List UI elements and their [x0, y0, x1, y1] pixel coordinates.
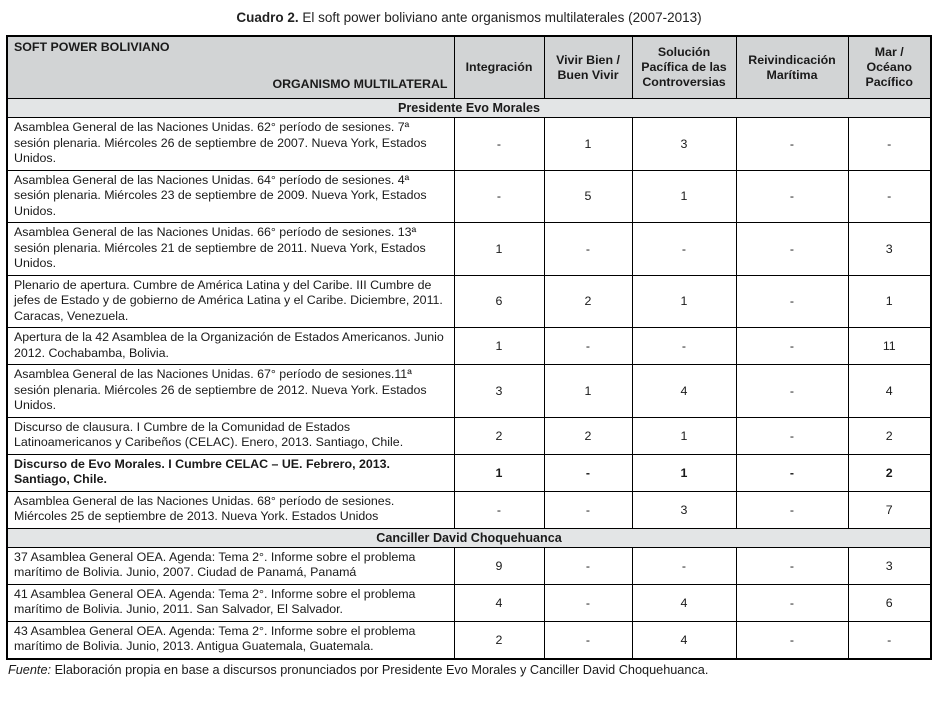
value-cell: 1: [632, 170, 736, 223]
organismo-cell: Discurso de clausura. I Cumbre de la Comunidad de Estados Latinoamericanos y Caribeños (CELAC). Enero, 2013. Santiago, Chile.: [7, 417, 454, 454]
value-cell: 9: [454, 547, 544, 584]
table-row: [7, 275, 931, 328]
table-header: [7, 36, 931, 99]
table-body: [7, 99, 931, 659]
value-cell: 4: [632, 621, 736, 659]
organismo-cell: Plenario de apertura. Cumbre de América Latina y del Caribe. III Cumbre de jefes de Estado y de gobierno de América Latina y el Caribe. Diciembre, 2011. Caracas, Venezuela.: [7, 275, 454, 328]
source-text: Elaboración propia en base a discursos pronunciados por Presidente Evo Morales y Canciller David Choquehuanca.: [54, 662, 709, 677]
value-cell: 2: [454, 417, 544, 454]
organismo-cell: 41 Asamblea General OEA. Agenda: Tema 2°. Informe sobre el problema marítimo de Bolivia. Junio, 2011. San Salvador, El Salvador.: [7, 584, 454, 621]
value-cell: -: [848, 621, 931, 659]
value-cell: 6: [454, 275, 544, 328]
value-cell: -: [454, 118, 544, 171]
col-header-integracion: Integración: [454, 36, 544, 99]
value-cell: -: [544, 223, 632, 276]
table-row: [7, 328, 931, 365]
source-label: Fuente:: [8, 662, 52, 677]
value-cell: 4: [632, 584, 736, 621]
value-cell: 2: [544, 275, 632, 328]
value-cell: 1: [454, 223, 544, 276]
col-header-vivir-bien: Vivir Bien / Buen Vivir: [544, 36, 632, 99]
value-cell: -: [632, 547, 736, 584]
value-cell: 2: [544, 417, 632, 454]
value-cell: -: [632, 328, 736, 365]
value-cell: -: [544, 584, 632, 621]
value-cell: 4: [848, 365, 931, 418]
value-cell: -: [848, 118, 931, 171]
value-cell: -: [736, 365, 848, 418]
value-cell: -: [454, 170, 544, 223]
caption-text: El soft power boliviano ante organismos multilaterales (2007-2013): [302, 10, 702, 25]
table-row: [7, 584, 931, 621]
soft-power-table: [6, 35, 932, 660]
table-row: [7, 621, 931, 659]
value-cell: -: [736, 118, 848, 171]
organismo-cell: Asamblea General de las Naciones Unidas. 67° período de sesiones.11ª sesión plenaria. Miércoles 26 de septiembre de 2012. Nueva York. Estados Unidos.: [7, 365, 454, 418]
value-cell: 3: [848, 547, 931, 584]
value-cell: 3: [632, 118, 736, 171]
corner-subtitle: ORGANISMO MULTILATERAL: [272, 77, 448, 91]
organismo-cell: Apertura de la 42 Asamblea de la Organización de Estados Americanos. Junio 2012. Cochabamba, Bolivia.: [7, 328, 454, 365]
value-cell: -: [544, 621, 632, 659]
value-cell: -: [736, 491, 848, 528]
value-cell: -: [544, 328, 632, 365]
section-header-row: [7, 528, 931, 547]
value-cell: 1: [848, 275, 931, 328]
value-cell: -: [736, 275, 848, 328]
value-cell: 1: [454, 328, 544, 365]
value-cell: -: [544, 454, 632, 491]
value-cell: -: [544, 491, 632, 528]
value-cell: 2: [848, 454, 931, 491]
value-cell: 3: [454, 365, 544, 418]
value-cell: -: [736, 547, 848, 584]
value-cell: -: [544, 547, 632, 584]
value-cell: 7: [848, 491, 931, 528]
header-row: [7, 36, 931, 99]
section-header-cell: Canciller David Choquehuanca: [7, 528, 931, 547]
section-header-row: [7, 99, 931, 118]
value-cell: 2: [454, 621, 544, 659]
organismo-cell: Asamblea General de las Naciones Unidas. 66° período de sesiones. 13ª sesión plenaria. Miércoles 21 de septiembre de 2011. Nueva York, Estados Unidos.: [7, 223, 454, 276]
value-cell: 6: [848, 584, 931, 621]
corner-header-cell: [7, 36, 454, 99]
value-cell: 1: [632, 275, 736, 328]
value-cell: 1: [632, 454, 736, 491]
table-row: [7, 170, 931, 223]
value-cell: 3: [848, 223, 931, 276]
corner-title: SOFT POWER BOLIVIANO: [14, 40, 170, 54]
col-header-solucion-pacifica: Solución Pacífica de las Controversias: [632, 36, 736, 99]
table-row: [7, 223, 931, 276]
value-cell: 1: [544, 365, 632, 418]
source-note: [0, 660, 938, 677]
organismo-cell: Discurso de Evo Morales. I Cumbre CELAC – UE. Febrero, 2013. Santiago, Chile.: [7, 454, 454, 491]
value-cell: -: [736, 621, 848, 659]
table-row: [7, 118, 931, 171]
value-cell: -: [736, 454, 848, 491]
value-cell: 4: [454, 584, 544, 621]
table-row: [7, 491, 931, 528]
value-cell: -: [736, 223, 848, 276]
value-cell: 2: [848, 417, 931, 454]
organismo-cell: 43 Asamblea General OEA. Agenda: Tema 2°. Informe sobre el problema marítimo de Bolivia. Junio, 2013. Antigua Guatemala, Guatemala.: [7, 621, 454, 659]
value-cell: -: [736, 417, 848, 454]
value-cell: 11: [848, 328, 931, 365]
value-cell: -: [736, 584, 848, 621]
value-cell: 4: [632, 365, 736, 418]
value-cell: -: [454, 491, 544, 528]
table-row: [7, 454, 931, 491]
table-row: [7, 365, 931, 418]
value-cell: -: [632, 223, 736, 276]
value-cell: 1: [544, 118, 632, 171]
section-header-cell: Presidente Evo Morales: [7, 99, 931, 118]
table-row: [7, 417, 931, 454]
table-caption: [0, 0, 938, 35]
value-cell: 1: [632, 417, 736, 454]
table-row: [7, 547, 931, 584]
caption-number: Cuadro 2.: [236, 10, 299, 25]
value-cell: 3: [632, 491, 736, 528]
organismo-cell: Asamblea General de las Naciones Unidas. 64° período de sesiones. 4ª sesión plenaria. Miércoles 23 de septiembre de 2009. Nueva York, Estados Unidos.: [7, 170, 454, 223]
value-cell: -: [736, 170, 848, 223]
organismo-cell: Asamblea General de las Naciones Unidas. 68° período de sesiones. Miércoles 25 de septiembre de 2013. Nueva York. Estados Unidos: [7, 491, 454, 528]
value-cell: 1: [454, 454, 544, 491]
value-cell: -: [736, 328, 848, 365]
organismo-cell: Asamblea General de las Naciones Unidas. 62° período de sesiones. 7ª sesión plenaria. Miércoles 26 de septiembre de 2007. Nueva York, Estados Unidos.: [7, 118, 454, 171]
col-header-reivindicacion-maritima: Reivindicación Marítima: [736, 36, 848, 99]
col-header-mar-oceano: Mar / Océano Pacífico: [848, 36, 931, 99]
value-cell: -: [848, 170, 931, 223]
organismo-cell: 37 Asamblea General OEA. Agenda: Tema 2°. Informe sobre el problema marítimo de Bolivia. Junio, 2007. Ciudad de Panamá, Panamá: [7, 547, 454, 584]
value-cell: 5: [544, 170, 632, 223]
